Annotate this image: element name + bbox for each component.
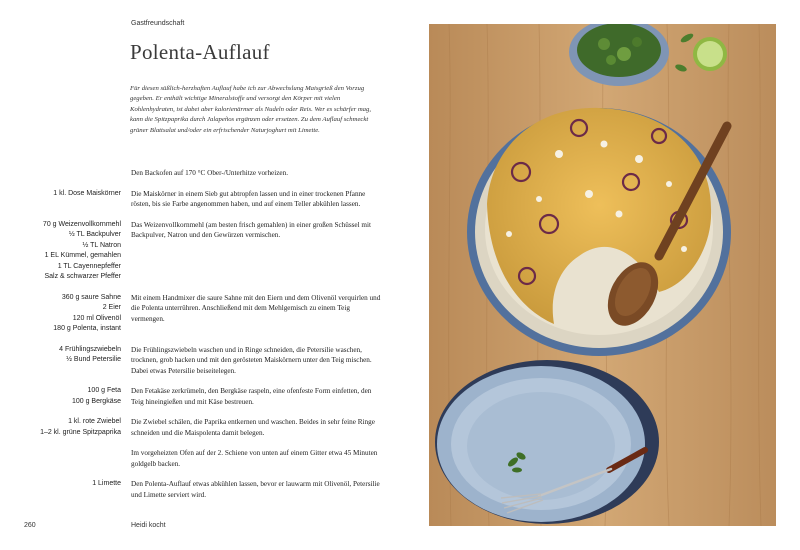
step-instruction: Den Polenta-Auflauf etwas abkühlen lassen, bevor er lauwarm mit Olivenöl, Petersilie und Limette serviert wird. xyxy=(131,480,380,499)
ingredient: 120 ml Olivenöl xyxy=(72,314,121,322)
ingredient-list xyxy=(0,479,121,490)
ingredient-list xyxy=(0,386,121,407)
recipe-step xyxy=(0,479,425,500)
ingredient: 1 Limette xyxy=(92,480,121,487)
ingredient: 100 g Feta xyxy=(87,387,121,394)
section-label: Gastfreundschaft xyxy=(131,20,185,27)
ingredient: 1 TL Cayennepfeffer xyxy=(57,262,121,270)
ingredient: 180 g Polenta, instant xyxy=(53,325,121,332)
recipe-step xyxy=(0,189,425,210)
ingredient: ½ TL Natron xyxy=(82,241,121,249)
step-instruction: Die Frühlingszwiebeln waschen und in Ringe schneiden, die Petersilie waschen, trocknen, grob hacken und mit den gerösteten Maiskörnern unter den Teig mischen. Dabei etwas Petersilie beiseitelegen. xyxy=(131,345,372,375)
recipe-step xyxy=(0,417,425,438)
step-instruction: Die Zwiebel schälen, die Paprika entkernen und waschen. Beides in sehr feine Ringe schneiden und die Maispolenta damit belegen. xyxy=(131,418,375,437)
step-instruction: Im vorgeheizten Ofen auf der 2. Schiene von unten auf einem Gitter etwa 45 Minuten goldgelb backen. xyxy=(131,449,378,468)
ingredient: 2 Eier xyxy=(102,304,121,311)
recipe-step xyxy=(0,293,425,335)
ingredient-list xyxy=(0,417,121,438)
ingredient-list xyxy=(0,345,121,366)
recipe-title: Polenta-Auflauf xyxy=(130,40,270,64)
food-photo xyxy=(429,24,776,526)
ingredient-list xyxy=(0,189,121,200)
ingredient: ½ Bund Petersilie xyxy=(66,356,121,363)
ingredient: 1 kl. Dose Maiskörner xyxy=(53,189,121,197)
recipe-step xyxy=(0,345,425,377)
step-instruction: Den Backofen auf 170 °C Ober-/Unterhitze vorheizen. xyxy=(131,169,289,177)
step-instruction: Die Maiskörner in einem Sieb gut abtropfen lassen und in einer trockenen Pfanne rösten, bis sie Farbe angenommen haben, und auf einem Teller abkühlen lassen. xyxy=(131,189,366,208)
recipe-steps xyxy=(0,168,425,510)
recipe-step xyxy=(0,386,425,407)
recipe-step xyxy=(0,168,425,179)
step-instruction: Das Weizenvollkornmehl (am besten frisch gemahlen) in einer großen Schüssel mit Backpulver, Natron und den Gewürzen vermischen. xyxy=(131,220,372,239)
ingredient-list xyxy=(0,220,121,283)
intro-text: Für diesen süßlich-herzhaften Auflauf habe ich zur Abwechslung Maisgrieß den Vorzug gegeben. Er enthält wichtige Mineralstoffe und versorgt den Körper mit vielen Kohlenhydraten, ist dabei aber kalorienärmer als Nudeln oder Reis. Wer es schärfer mag, kann die Spitzpaprika durch Jalapeños ergänzen oder ersetzen. Zu dem Auflauf schmeckt grüner Blattsalat und/oder ein erfrischender Naturjoghurt mit Limette. xyxy=(130,85,372,134)
ingredient: Salz & schwarzer Pfeffer xyxy=(44,273,121,280)
step-instruction: Den Fetakäse zerkrümeln, den Bergkäse raspeln, eine ofenfeste Form einfetten, den Teig hineingießen und mit Käse bestreuen. xyxy=(131,387,372,406)
ingredient: 1–2 kl. grüne Spitzpaprika xyxy=(40,428,121,436)
recipe-step xyxy=(0,448,425,469)
ingredient: 1 kl. rote Zwiebel xyxy=(68,418,121,425)
recipe-intro xyxy=(130,84,376,136)
ingredient: ½ TL Backpulver xyxy=(68,231,121,238)
ingredient: 1 EL Kümmel, gemahlen xyxy=(44,252,121,259)
recipe-step xyxy=(0,220,425,283)
ingredient: 100 g Bergkäse xyxy=(71,397,121,405)
ingredient-list xyxy=(0,293,121,335)
casserole-dish xyxy=(467,108,731,356)
ingredient: 70 g Weizenvollkornmehl xyxy=(42,220,121,228)
step-instruction: Mit einem Handmixer die saure Sahne mit den Eiern und dem Olivenöl verquirlen und die Polenta unterrühren. Anschließend mit dem Mehlgemisch zu einem Teig vermengen. xyxy=(131,293,381,323)
book-title: Heidi kocht xyxy=(131,522,166,529)
page-number: 260 xyxy=(24,522,36,529)
plate-stack xyxy=(435,360,659,524)
lime-icon xyxy=(693,37,727,71)
ingredient: 4 Frühlingszwiebeln xyxy=(59,345,121,353)
ingredient: 360 g saure Sahne xyxy=(61,293,121,301)
